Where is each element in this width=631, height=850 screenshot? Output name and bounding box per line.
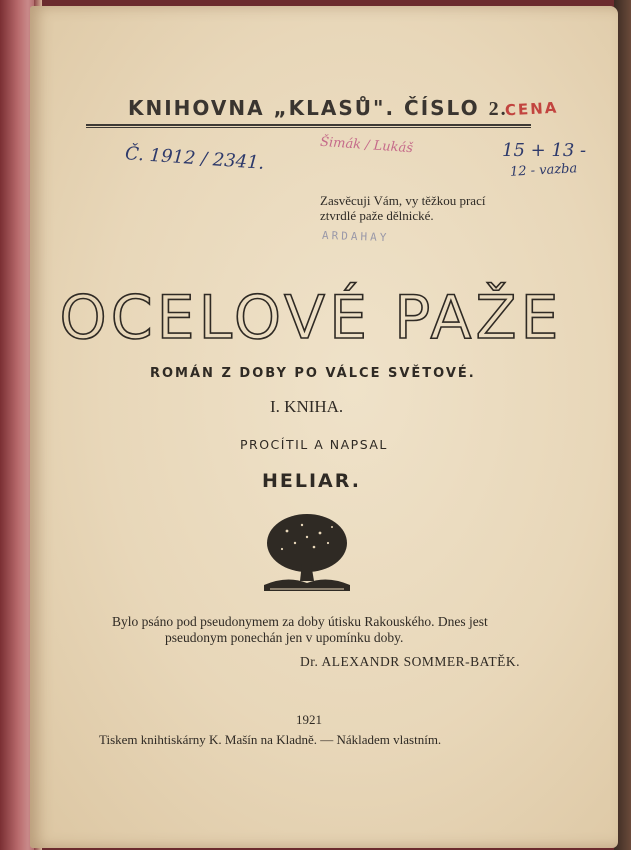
dedication-line-1: Zasvěcuji Vám, vy těžkou prací	[320, 193, 486, 208]
faint-library-stamp: ARDAHAY	[321, 228, 390, 245]
price-binding: 12 - vazba	[509, 161, 578, 180]
volume-label: I. KNIHA.	[270, 397, 344, 416]
series-label: KNIHOVNA „KLASŮ". ČÍSLO	[128, 96, 480, 120]
dedication-line-2: ztvrdlé paže dělnické.	[320, 208, 434, 223]
title-page	[30, 6, 618, 848]
dedication	[320, 193, 550, 223]
series-header	[128, 96, 508, 121]
subtitle: ROMÁN Z DOBY PO VÁLCE SVĚTOVÉ.	[150, 366, 476, 381]
owner-signature: Šimák / Lukáš	[319, 134, 414, 157]
author-name: HELIAR.	[262, 470, 361, 492]
note-line-1: Bylo psáno pod pseudonymem za doby útisku Rakouského. Dnes jest	[112, 614, 488, 629]
header-rule	[86, 124, 531, 126]
price-stamp: CENA	[504, 98, 559, 120]
series-number: 2.	[488, 98, 508, 120]
author-real-name: Dr. ALEXANDR SOMMER-BATĚK.	[300, 654, 521, 669]
byline: PROCÍTIL A NAPSAL	[240, 437, 388, 452]
pseudonym-note	[112, 614, 532, 646]
catalog-number: Č. 1912 / 2341.	[124, 143, 265, 174]
book-title-svg	[59, 280, 563, 353]
tree-vignette-icon	[262, 513, 352, 593]
printer-imprint: Tiskem knihtiskárny K. Mašín na Kladně. — Nákladem vlastním.	[99, 732, 442, 747]
book-title: OCELOVÉ PAŽE	[59, 283, 563, 353]
publication-year: 1921	[296, 712, 322, 727]
note-line-2: pseudonym ponechán jen v upomínku doby.	[165, 630, 404, 645]
header-rule-thin	[86, 127, 531, 128]
price-handwritten: 15 + 13 -	[502, 140, 587, 161]
